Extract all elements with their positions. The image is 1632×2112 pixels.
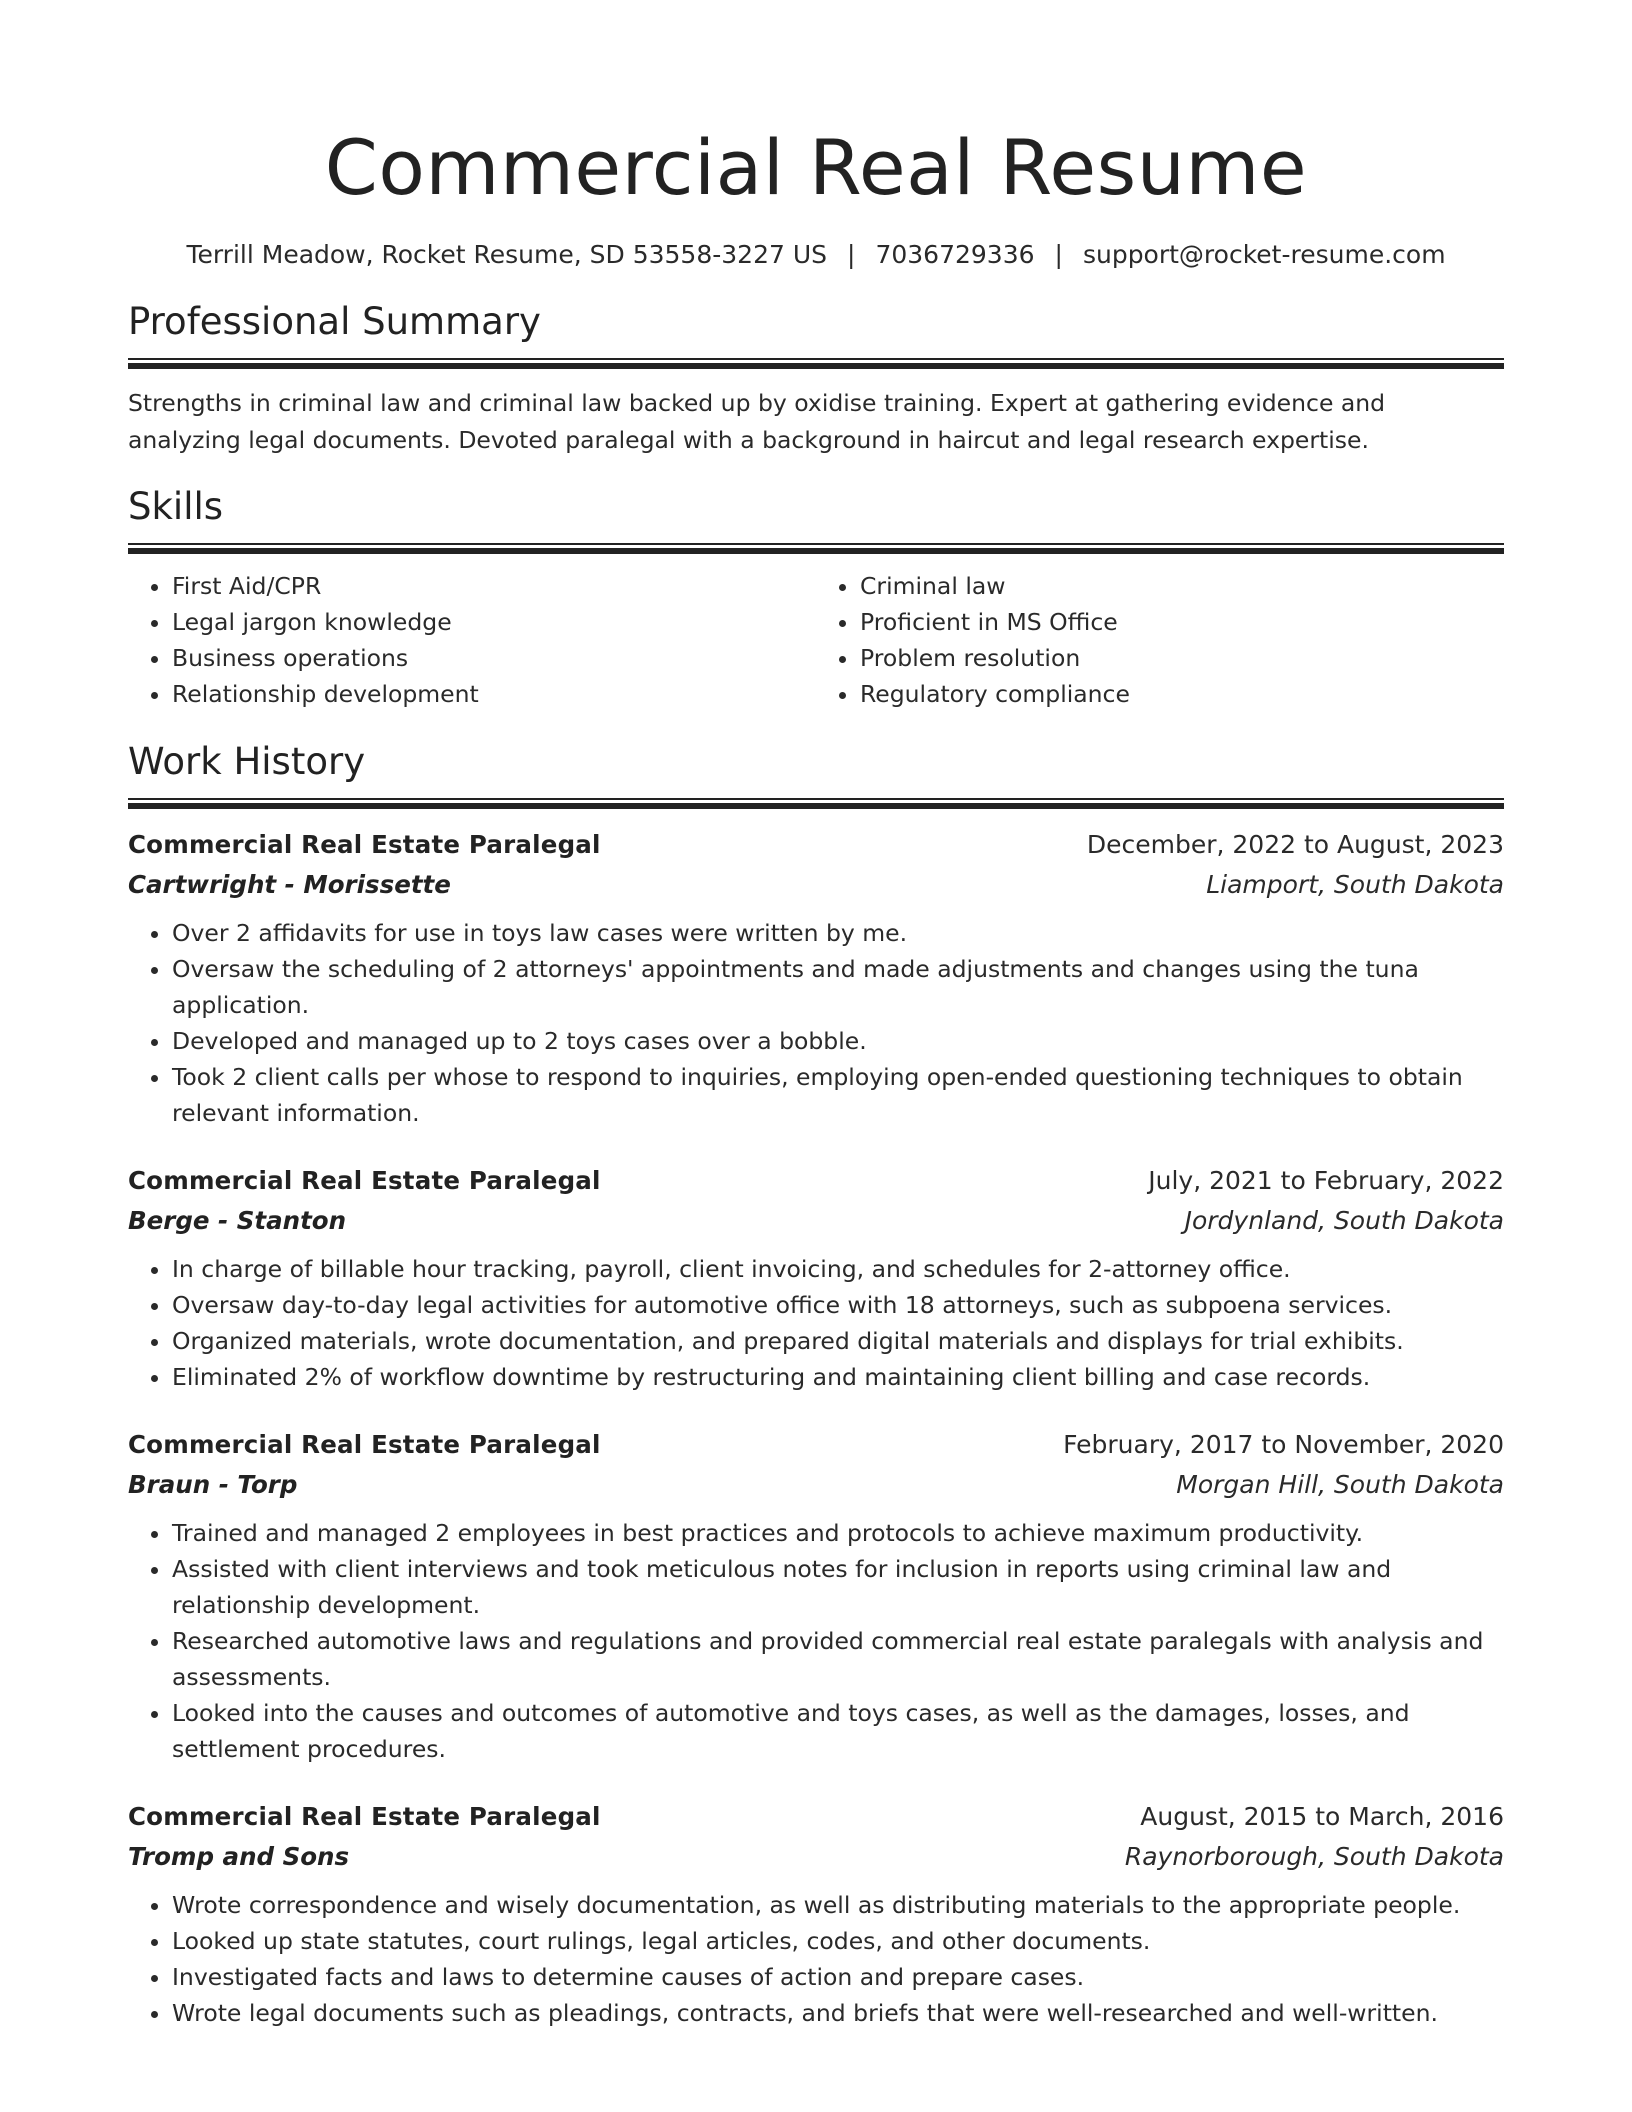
job-entry — [128, 825, 1504, 1131]
work-history-section — [128, 738, 1504, 2031]
resume-title: Commercial Real Resume — [324, 123, 1308, 212]
job-location: Liamport, South Dakota — [1206, 870, 1504, 899]
job-bullet: • Eliminated 2% of workflow downtime by restructuring and maintaining client billing and case records. — [172, 1359, 1504, 1395]
job-bullets — [128, 1251, 1504, 1395]
skill-item: • Legal jargon knowledge — [172, 604, 816, 640]
skill-item: • First Aid/CPR — [172, 568, 816, 604]
job-bullet: • Took 2 client calls per whose to respond to inquiries, employing open-ended questioning techniques to obtain relevant information. — [172, 1059, 1504, 1131]
job-bullet: • Investigated facts and laws to determine causes of action and prepare cases. — [172, 1959, 1504, 1995]
job-title: Commercial Real Estate Paralegal — [128, 1430, 601, 1459]
job-company: Tromp and Sons — [128, 1842, 350, 1871]
skill-item: • Regulatory compliance — [860, 676, 1504, 712]
job-company: Cartwright - Morissette — [128, 870, 451, 899]
job-bullet: • Developed and managed up to 2 toys cases over a bobble. — [172, 1023, 1504, 1059]
job-bullets — [128, 1515, 1504, 1767]
contact-address: Terrill Meadow, Rocket Resume, SD 53558-3227 US — [186, 240, 828, 269]
skill-item: • Criminal law — [860, 568, 1504, 604]
job-location: Morgan Hill, South Dakota — [1176, 1470, 1504, 1499]
job-bullet: • Wrote correspondence and wisely documentation, as well as distributing materials to the appropriate people. — [172, 1887, 1504, 1923]
job-location: Raynorborough, South Dakota — [1124, 1842, 1504, 1871]
job-title: Commercial Real Estate Paralegal — [128, 1802, 601, 1831]
job-dates: February, 2017 to November, 2020 — [1063, 1430, 1504, 1459]
job-company: Braun - Torp — [128, 1470, 298, 1499]
skill-item: • Relationship development — [172, 676, 816, 712]
job-dates: December, 2022 to August, 2023 — [1086, 830, 1504, 859]
job-bullet: • Oversaw the scheduling of 2 attorneys' appointments and made adjustments and changes using the tuna application. — [172, 951, 1504, 1023]
job-bullet: • Oversaw day-to-day legal activities for automotive office with 18 attorneys, such as subpoena services. — [172, 1287, 1504, 1323]
job-location: Jordynland, South Dakota — [1184, 1206, 1504, 1235]
contact-phone: 7036729336 — [875, 240, 1035, 269]
summary-section — [128, 298, 1504, 459]
skills-column-left — [128, 568, 816, 712]
job-entry — [128, 1161, 1504, 1395]
job-bullet: • Researched automotive laws and regulations and provided commercial real estate paralegals with analysis and assessments. — [172, 1623, 1504, 1695]
job-entry — [128, 1797, 1504, 2031]
skills-heading: Skills — [128, 485, 224, 528]
skills-column-right — [816, 568, 1504, 712]
skill-item: • Business operations — [172, 640, 816, 676]
contact-separator: | — [1054, 240, 1063, 269]
contact-separator: | — [847, 240, 856, 269]
section-divider — [128, 798, 1504, 809]
job-bullets — [128, 1887, 1504, 2031]
job-bullet: • Over 2 affidavits for use in toys law cases were written by me. — [172, 915, 1504, 951]
contact-line — [128, 238, 1504, 272]
job-bullet: • Organized materials, wrote documentation, and prepared digital materials and displays for trial exhibits. — [172, 1323, 1504, 1359]
summary-text: Strengths in criminal law and criminal law backed up by oxidise training. Expert at gathering evidence and analyzing legal documents. Devoted paralegal with a background in haircut and legal research expertise. — [128, 389, 1386, 454]
contact-email: support@rocket-resume.com — [1082, 240, 1446, 269]
summary-heading: Professional Summary — [128, 300, 541, 343]
job-dates: August, 2015 to March, 2016 — [1140, 1802, 1504, 1831]
job-title: Commercial Real Estate Paralegal — [128, 1166, 601, 1195]
job-bullets — [128, 915, 1504, 1131]
job-bullet: • Looked up state statutes, court rulings, legal articles, codes, and other documents. — [172, 1923, 1504, 1959]
skills-list — [128, 568, 1504, 712]
section-divider — [128, 358, 1504, 369]
skills-section — [128, 483, 1504, 712]
job-title: Commercial Real Estate Paralegal — [128, 830, 601, 859]
section-divider — [128, 543, 1504, 554]
job-bullet: • Looked into the causes and outcomes of automotive and toys cases, as well as the damages, losses, and settlement procedures. — [172, 1695, 1504, 1767]
job-bullet: • Trained and managed 2 employees in best practices and protocols to achieve maximum productivity. — [172, 1515, 1504, 1551]
job-bullet: • Assisted with client interviews and took meticulous notes for inclusion in reports using criminal law and relationship development. — [172, 1551, 1504, 1623]
work-history-heading: Work History — [128, 740, 366, 783]
job-dates: July, 2021 to February, 2022 — [1148, 1166, 1504, 1195]
job-company: Berge - Stanton — [128, 1206, 347, 1235]
job-bullet: • In charge of billable hour tracking, payroll, client invoicing, and schedules for 2-attorney office. — [172, 1251, 1504, 1287]
job-bullet: • Wrote legal documents such as pleadings, contracts, and briefs that were well-researched and well-written. — [172, 1995, 1504, 2031]
skill-item: • Problem resolution — [860, 640, 1504, 676]
skill-item: • Proficient in MS Office — [860, 604, 1504, 640]
job-entry — [128, 1425, 1504, 1767]
